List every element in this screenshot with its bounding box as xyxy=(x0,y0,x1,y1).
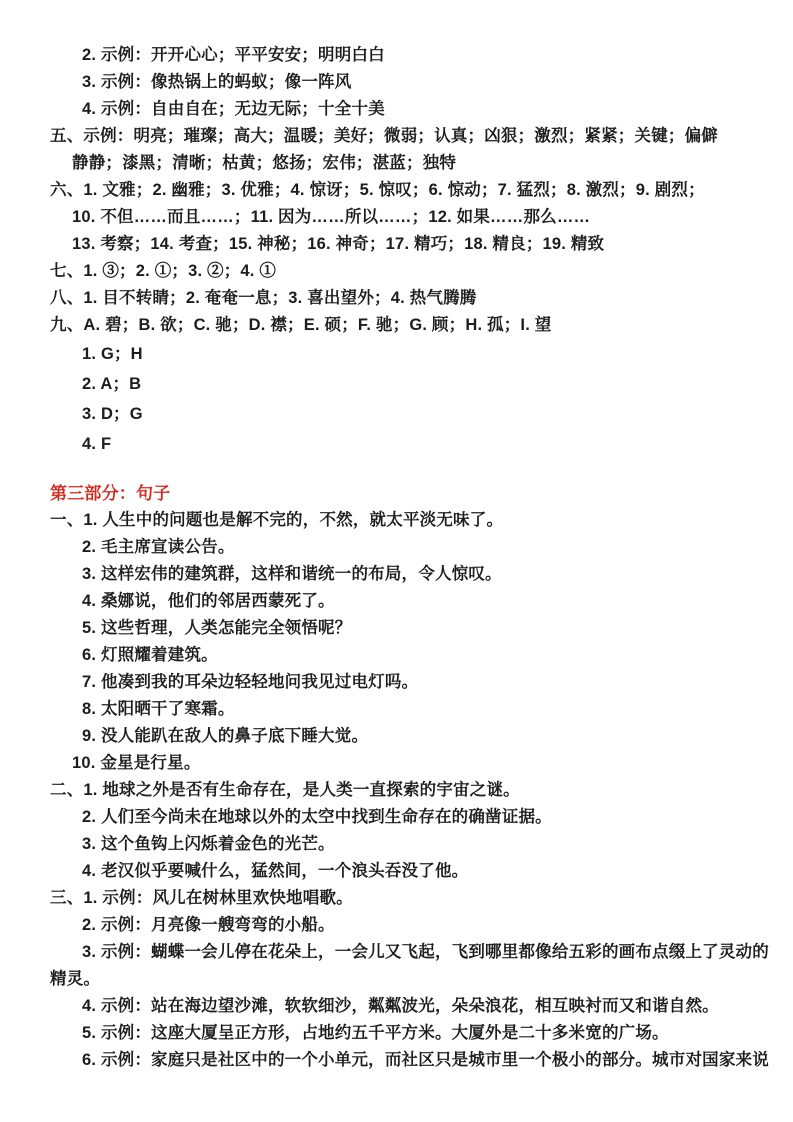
answer-line: 13. 考察；14. 考查；15. 神秘；16. 神奇；17. 精巧；18. 精良；19. 精致 xyxy=(72,235,605,253)
answer-line: 三、1. 示例：风儿在树林里欢快地唱歌。 xyxy=(50,889,353,907)
answer-line: 2. 示例：月亮像一艘弯弯的小船。 xyxy=(82,916,335,934)
answer-line: 3. D；G xyxy=(82,405,143,423)
answer-line: 2. 人们至今尚未在地球以外的太空中找到生命存在的确凿证据。 xyxy=(82,808,552,826)
answer-line: 一、1. 人生中的问题也是解不完的，不然，就太平淡无味了。 xyxy=(50,511,504,529)
answer-line: 4. 老汉似乎要喊什么，猛然间，一个浪头吞没了他。 xyxy=(82,862,469,880)
answer-line: 精灵。 xyxy=(50,970,101,988)
answer-line: 10. 金星是行星。 xyxy=(72,754,201,772)
answer-line: 六、1. 文雅；2. 幽雅；3. 优雅；4. 惊讶；5. 惊叹；6. 惊动；7. 猛烈；8. 激烈；9. 剧烈； xyxy=(50,181,705,199)
answer-line: 4. 示例：站在海边望沙滩，软软细沙，粼粼波光，朵朵浪花，相互映衬而又和谐自然。 xyxy=(82,997,719,1015)
answer-line: 5. 这些哲理，人类怎能完全领悟呢？ xyxy=(82,619,352,637)
answer-line: 4. F xyxy=(82,435,112,453)
answer-line: 二、1. 地球之外是否有生命存在，是人类一直探索的宇宙之谜。 xyxy=(50,781,520,799)
answer-line: 6. 灯照耀着建筑。 xyxy=(82,646,218,664)
answer-line: 10. 不但……而且……；11. 因为……所以……；12. 如果……那么…… xyxy=(72,208,591,226)
answer-line: 8. 太阳晒干了寒霜。 xyxy=(82,700,235,718)
answer-line: 4. 桑娜说，他们的邻居西蒙死了。 xyxy=(82,592,335,610)
answer-line: 3. 这个鱼钩上闪烁着金色的光芒。 xyxy=(82,835,335,853)
part-heading: 第三部分：句子 xyxy=(50,484,171,503)
answer-lines-container xyxy=(0,42,793,1074)
answer-line: 3. 示例：蝴蝶一会儿停在花朵上，一会儿又飞起，飞到哪里都像给五彩的画布点缀上了灵动的 xyxy=(82,943,769,961)
answer-line: 2. 示例：开开心心；平平安安；明明白白 xyxy=(82,46,385,64)
answer-line: 2. 毛主席宣读公告。 xyxy=(82,538,235,556)
answer-line: 6. 示例：家庭只是社区中的一个小单元，而社区只是城市里一个极小的部分。城市对国家来说 xyxy=(82,1051,769,1069)
answer-line: 7. 他凑到我的耳朵边轻轻地问我见过电灯吗。 xyxy=(82,673,419,691)
answer-line: 1. G；H xyxy=(82,345,143,363)
answer-line: 4. 示例：自由自在；无边无际；十全十美 xyxy=(82,100,385,118)
answer-line: 八、1. 目不转睛；2. 奄奄一息；3. 喜出望外；4. 热气腾腾 xyxy=(50,289,477,307)
answer-line: 2. A；B xyxy=(82,375,142,393)
answer-line: 3. 示例：像热锅上的蚂蚁；像一阵风 xyxy=(82,73,352,91)
answer-line: 9. 没人能趴在敌人的鼻子底下睡大觉。 xyxy=(82,727,369,745)
answer-line: 七、1. ③；2. ①；3. ②；4. ① xyxy=(50,262,277,280)
answer-line: 3. 这样宏伟的建筑群，这样和谐统一的布局，令人惊叹。 xyxy=(82,565,502,583)
answer-line: 五、示例：明亮；璀璨；高大；温暖；美好；微弱；认真；凶狠；激烈；紧紧；关键；偏僻 xyxy=(50,127,718,145)
answer-line: 九、A. 碧；B. 欲；C. 驰；D. 襟；E. 硕；F. 驰；G. 顾；H. 孤；I. 望 xyxy=(50,316,552,334)
answer-line: 5. 示例：这座大厦呈正方形，占地约五千平方米。大厦外是二十多米宽的广场。 xyxy=(82,1024,669,1042)
answer-line: 静静；漆黑；清晰；枯黄；悠扬；宏伟；湛蓝；独特 xyxy=(72,154,457,172)
